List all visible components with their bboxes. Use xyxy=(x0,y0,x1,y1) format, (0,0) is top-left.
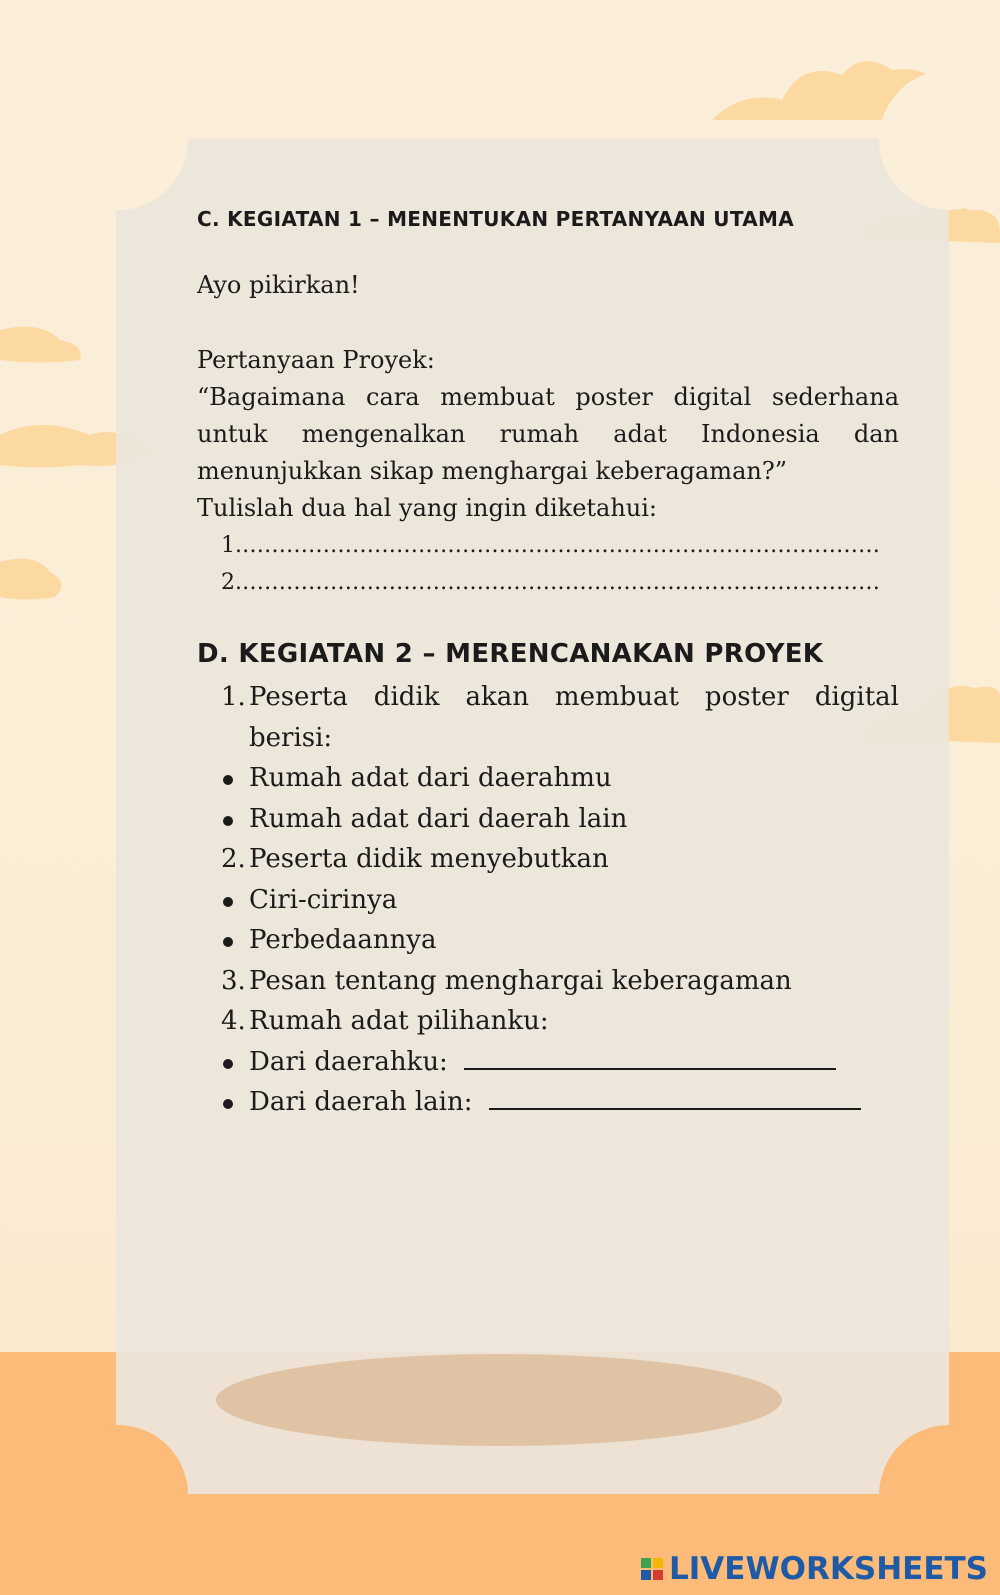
project-question: “Bagaimana cara membuat poster digital sederhana untuk mengenalkan rumah adat Indonesia dan menunjukkan sikap menghargai keberagaman?” xyxy=(197,383,899,485)
list-item-text: Rumah adat dari daerah lain xyxy=(249,803,628,834)
bullet-icon xyxy=(223,937,233,947)
bullet-icon xyxy=(223,775,233,785)
list-item xyxy=(197,839,899,880)
list-number: 1. xyxy=(221,682,246,712)
list-item xyxy=(197,677,899,758)
list-item xyxy=(197,920,899,961)
kegiatan-1-heading: C. KEGIATAN 1 – MENENTUKAN PERTANYAAN UTAMA xyxy=(197,207,795,231)
liveworksheets-mark-icon xyxy=(641,1558,663,1580)
list-item xyxy=(197,1042,899,1083)
stage-ellipse xyxy=(216,1354,782,1446)
answer-blank-daerahku[interactable] xyxy=(464,1042,836,1070)
kegiatan-2-heading: D. KEGIATAN 2 – MERENCANAKAN PROYEK xyxy=(197,639,824,669)
bullet-icon xyxy=(223,816,233,826)
bullet-icon xyxy=(223,1099,233,1109)
answer-line-1[interactable]: 1.…………………………………………………………………………… xyxy=(221,533,880,558)
list-item-text: Ciri-cirinya xyxy=(249,884,398,915)
worksheet-content xyxy=(197,200,899,1123)
list-item-text: Peserta didik akan membuat poster digital berisi: xyxy=(249,682,899,753)
instruction-text: Tulislah dua hal yang ingin diketahui: xyxy=(197,494,658,522)
list-item xyxy=(197,961,899,1002)
card-corner-top-left xyxy=(48,70,188,210)
plan-list xyxy=(197,677,899,1123)
list-item-text: Dari daerah lain: xyxy=(249,1087,473,1117)
list-number: 4. xyxy=(221,1006,246,1036)
card-corner-bottom-left xyxy=(48,1425,188,1565)
list-number: 3. xyxy=(221,965,246,996)
question-label: Pertanyaan Proyek: xyxy=(197,346,435,374)
list-item-text: Perbedaannya xyxy=(249,925,437,955)
list-item xyxy=(197,799,899,840)
liveworksheets-logo xyxy=(641,1551,988,1587)
list-item-text: Pesan tentang menghargai keberagaman xyxy=(249,965,792,996)
prompt-text: Ayo pikirkan! xyxy=(197,271,360,299)
bullet-icon xyxy=(223,1059,233,1069)
list-item-text: Rumah adat dari daerahmu xyxy=(249,763,612,793)
answer-line-2[interactable]: 2.…………………………………………………………………………… xyxy=(221,570,880,595)
bullet-icon xyxy=(223,897,233,907)
cloud-left-1-icon xyxy=(0,320,90,370)
list-item xyxy=(197,1082,899,1123)
liveworksheets-logo-text: LIVEWORKSHEETS xyxy=(669,1551,988,1587)
list-number: 2. xyxy=(221,844,246,874)
list-item xyxy=(197,758,899,799)
answer-blank-daerah-lain[interactable] xyxy=(489,1082,861,1110)
list-item-text: Rumah adat pilihanku: xyxy=(249,1006,549,1036)
cloud-left-3-icon xyxy=(0,552,70,602)
list-item-text: Peserta didik menyebutkan xyxy=(249,844,609,874)
list-item xyxy=(197,1001,899,1042)
list-item-text: Dari daerahku: xyxy=(249,1046,448,1077)
list-item xyxy=(197,880,899,921)
